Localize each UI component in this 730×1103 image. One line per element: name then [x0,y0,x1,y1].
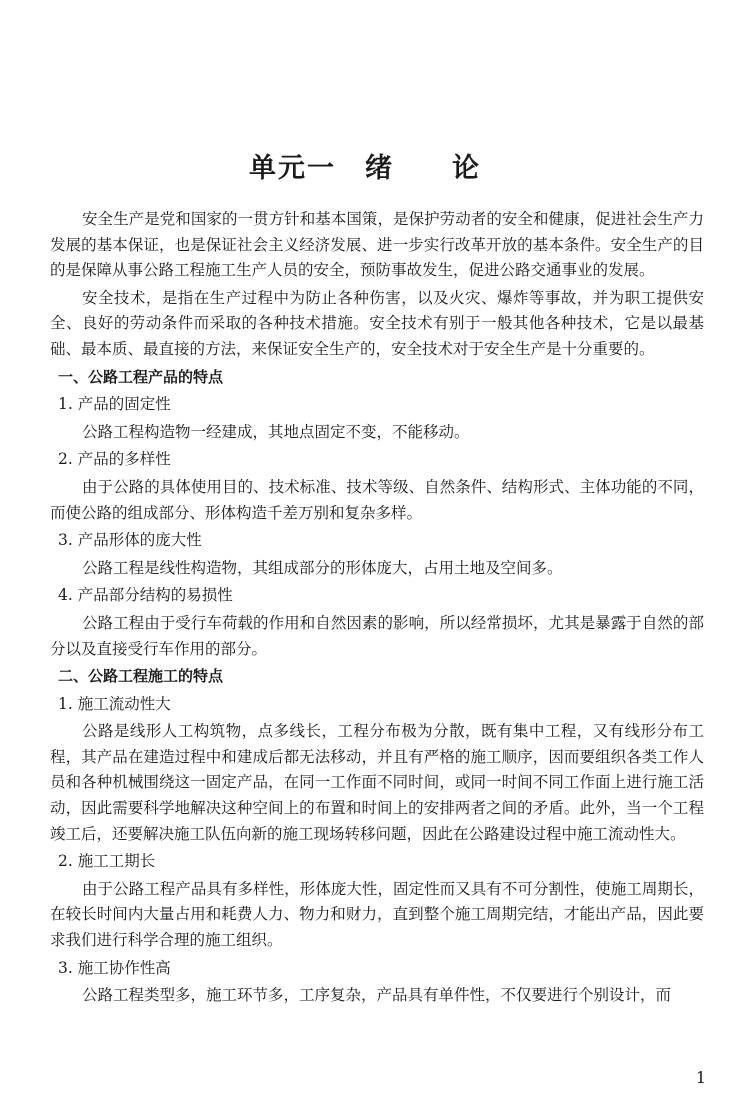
paragraph: 公路工程类型多，施工环节多，工序复杂，产品具有单件性，不仅要进行个别设计，而 [82,986,672,1005]
subsection-heading: 2. 产品的多样性 [58,450,171,469]
document-body [50,207,704,1011]
subsection-heading: 4. 产品部分结构的易损性 [58,586,233,605]
section-heading: 二、公路工程施工的特点 [58,667,224,686]
subsection-heading: 3. 产品形体的庞大性 [58,531,202,550]
subsection-heading: 1. 施工流动性大 [58,694,171,713]
paragraph: 安全生产是党和国家的一贯方针和基本国策，是保护劳动者的安全和健康，促进社会生产力发展的基本保证，也是保证社会主义经济发展、进一步实行改革开放的基本条件。安全生产的目的是保障从事公路工程施工生产人员的安全，预防事故发生，促进公路交通事业的发展。 [50,210,704,280]
page-number: 1 [695,1068,706,1087]
page-title: 单元一 绪 论 [249,153,481,184]
paragraph: 由于公路工程产品具有多样性，形体庞大性，固定性而又具有不可分割性，使施工周期长，在较长时间内大量占用和耗费人力、物力和财力，直到整个施工周期完结，才能出产品，因此要求我们进行科学合理的施工组织。 [50,879,704,950]
paragraph: 公路工程由于受行车荷载的作用和自然因素的影响，所以经常损坏，尤其是暴露于自然的部分以及直接受行车作用的部分。 [50,613,704,658]
subsection-heading: 1. 产品的固定性 [58,395,171,414]
subsection-heading: 3. 施工协作性高 [58,958,171,977]
paragraph: 公路是线形人工构筑物，点多线长，工程分布极为分散，既有集中工程，又有线形分布工程，其产品在建造过程中和建成后都无法移动，并且有严格的施工顺序，因而要组织各类工作人员和各种机械围绕这一固定产品，在同一工作面不同时间，或同一时间不同工作面上进行施工活动，因此需要科学地解决这种空间上的布置和时间上的安排两者之间的矛盾。此外，当一个工程竣工后，还要解决施工队伍向新的施工现场转移问题，因此在公路建设过程中施工流动性大。 [50,722,704,843]
subsection-heading: 2. 施工工期长 [58,852,156,871]
paragraph: 公路工程构造物一经建成，其地点固定不变，不能移动。 [82,422,470,441]
paragraph: 安全技术，是指在生产过程中为防止各种伤害，以及火灾、爆炸等事故，并为职工提供安全、良好的劳动条件而采取的各种技术措施。安全技术有别于一般其他各种技术，它是以最基础、最本质、最直接的方法，来保证安全生产的，安全技术对于安全生产是十分重要的。 [50,288,704,358]
section-heading: 一、公路工程产品的特点 [58,367,224,386]
paragraph: 公路工程是线性构造物，其组成部分的形体庞大，占用土地及空间多。 [82,558,563,577]
paragraph: 由于公路的具体使用目的、技术标准、技术等级、自然条件、结构形式、主体功能的不同，而使公路的组成部分、形体构造千差万别和复杂多样。 [50,477,704,522]
